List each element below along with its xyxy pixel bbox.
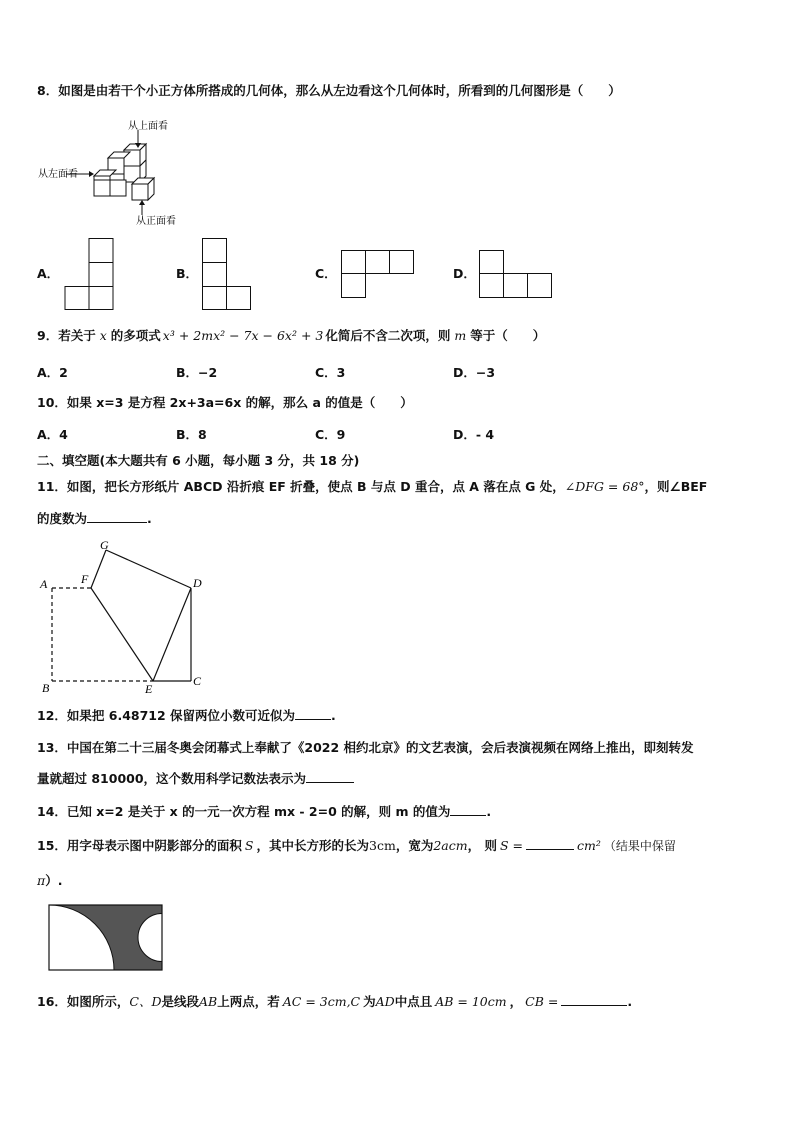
q15-text4: ， 则 [467, 838, 497, 853]
q12-text: 12．如果把 6.48712 保留两位小数可近似为 [37, 708, 296, 723]
q8-option-c: C． [315, 266, 337, 281]
q9-option-c: C．3 [315, 365, 346, 380]
q16-end: . [627, 994, 633, 1009]
q8-label-front: 从正面看 [136, 216, 176, 227]
q14-text: 14．已知 x=2 是关于 x 的一元一次方程 mx - 2=0 的解，则 m 的值为 [37, 804, 451, 819]
q8-option-b-figure [202, 238, 252, 310]
q16-text1: 16．如图所示， [37, 994, 130, 1009]
q16-text3: 上两点，若 [217, 994, 280, 1009]
q16-text4: 为 [363, 994, 376, 1009]
q15-length: 3cm [369, 838, 396, 853]
q11-label-d: D [193, 576, 202, 590]
q15-figure [48, 904, 164, 972]
q15-line2 [37, 873, 62, 889]
q16-cd: C、D [129, 994, 162, 1009]
q12-answer-blank[interactable] [295, 707, 331, 720]
q15-s-eq: S = [499, 838, 523, 853]
q16 [37, 993, 632, 1010]
q15-text1: 15．用字母表示图中阴影部分的面积 [37, 838, 242, 853]
q13-line1: 13．中国在第二十三届冬奥会闭幕式上奉献了《2022 相约北京》的文艺表演，会后表演视频在网络上推出，即刻转发 [37, 740, 694, 755]
q10-stem: 10．如果 x=3 是方程 2x+3a=6x 的解，那么 a 的值是（ ） [37, 395, 413, 410]
q16-cb: CB = [525, 994, 559, 1009]
q16-text6: ， [509, 994, 523, 1009]
q14-answer-blank[interactable] [450, 803, 486, 816]
q12-end: . [331, 708, 336, 723]
q11-line1-text: 11．如图，把长方形纸片 ABCD 沿折痕 EF 折叠，使点 B 与点 D 重合，点 A 落在点 G 处， [37, 479, 565, 494]
q9-var-x: x [99, 328, 107, 343]
q11-label-c: C [193, 674, 202, 688]
q11-answer-blank[interactable] [87, 510, 147, 523]
q9-option-a: A．2 [37, 365, 68, 380]
q8-option-d: D． [453, 266, 476, 281]
q8-stem: 8．如图是由若干个小正方体所搭成的几何体，那么从左边看这个几何体时，所看到的几何图形是（ ） [37, 83, 621, 98]
q10-option-a: A．4 [37, 427, 68, 442]
q16-answer-blank[interactable] [561, 993, 627, 1006]
q11-line2-text: 的度数为 [37, 511, 88, 526]
q9-mid: 的多项式 [110, 328, 161, 343]
q9-option-d: D．−3 [453, 365, 496, 380]
q11-line1 [37, 479, 707, 495]
q9-suffix: 化简后不含二次项，则 [325, 328, 451, 343]
q8-option-a-figure [64, 238, 114, 310]
q10-option-b: B．8 [176, 427, 207, 442]
q8-label-left: 从左面看 [38, 169, 78, 180]
q8-option-a: A． [37, 266, 60, 281]
q8-label-top: 从上面看 [128, 121, 168, 132]
q16-text2: 是线段 [161, 994, 200, 1009]
q10-option-c: C．9 [315, 427, 346, 442]
q12 [37, 707, 336, 724]
q16-condition: AC = 3cm,C [282, 994, 361, 1009]
q15-text5: （结果中保留 [603, 839, 676, 853]
q15-text2: ，其中长方形的长为 [256, 838, 369, 853]
q15-var-s: S [244, 838, 254, 853]
q11-label-a: A [40, 577, 48, 591]
q16-text5: 中点且 [394, 994, 433, 1009]
q16-ab10: AB = 10cm [435, 994, 507, 1009]
q15-line2-end: ）. [45, 873, 63, 888]
q13-line2-text: 量就超过 810000，这个数用科学记数法表示为 [37, 771, 307, 786]
q8-solid-figure [36, 118, 196, 228]
q15-width: 2acm [433, 838, 468, 853]
q11-label-e: E [145, 682, 153, 696]
q14 [37, 803, 491, 820]
q8-option-b: B． [176, 266, 199, 281]
q8-option-c-figure [341, 250, 416, 300]
q8-option-d-figure [479, 250, 554, 300]
q9-end: 等于（ ） [470, 328, 546, 343]
q10-option-d: D．- 4 [453, 427, 495, 442]
q15-answer-blank[interactable] [526, 837, 574, 850]
q9-var-m: m [454, 328, 467, 343]
q11-label-f: F [81, 572, 89, 586]
q11-figure [36, 535, 216, 700]
q11-label-b: B [42, 681, 50, 695]
q11-line2-end: . [147, 511, 152, 526]
q9-polynomial: x³ + 2mx² − 7x − 6x² + 3 [162, 328, 324, 343]
q14-end: . [486, 804, 492, 819]
q11-label-g: G [100, 538, 109, 552]
q11-angle: ∠DFG = 68° [564, 479, 645, 494]
q16-ad: AD [375, 994, 395, 1009]
q15-text3: ，宽为 [395, 838, 434, 853]
q13-answer-blank[interactable] [306, 770, 354, 783]
q15-line1 [37, 837, 676, 854]
q11-line1-end: ，则∠BEF [644, 479, 708, 494]
q16-ab: AB [199, 994, 218, 1009]
q13-line2 [37, 770, 354, 787]
q9-prefix: 9．若关于 [37, 328, 96, 343]
q9-stem [37, 328, 545, 344]
q9-option-b: B．−2 [176, 365, 218, 380]
q11-line2 [37, 510, 152, 527]
q15-pi: π [37, 873, 46, 888]
section-2-heading: 二、填空题(本大题共有 6 小题，每小题 3 分，共 18 分) [37, 453, 360, 468]
q15-unit: cm² [576, 838, 601, 853]
